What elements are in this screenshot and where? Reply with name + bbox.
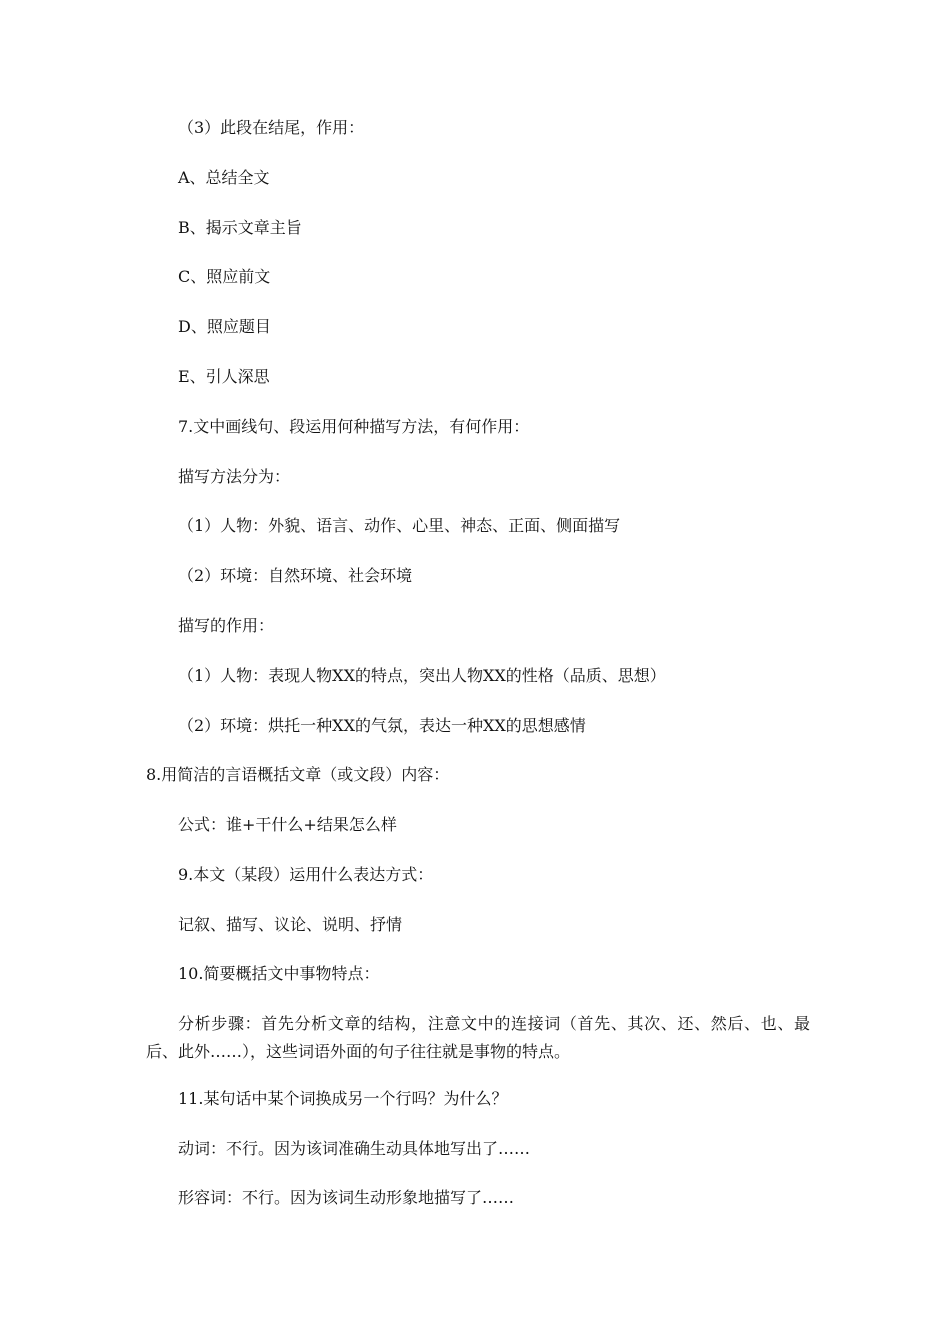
description-methods-label: 描写方法分为： [178, 467, 291, 486]
summary-formula: 公式：谁+干什么+结果怎么样 [178, 815, 397, 834]
question-9-heading: 9.本文（某段）运用什么表达方式： [178, 865, 434, 884]
description-effects-people: （1）人物：表现人物XX的特点，突出人物XX的性格（品质、思想） [178, 666, 666, 685]
description-effects-environment: （2）环境：烘托一种XX的气氛，表达一种XX的思想感情 [178, 716, 586, 735]
question-8-heading: 8.用简洁的言语概括文章（或文段）内容： [146, 765, 450, 784]
option-d: D、照应题目 [178, 317, 271, 336]
question-7-heading: 7.文中画线句、段运用何种描写方法，有何作用： [178, 417, 530, 436]
question-10-heading: 10.简要概括文中事物特点： [178, 964, 380, 983]
option-c: C、照应前文 [178, 267, 271, 286]
option-b: B、揭示文章主旨 [178, 218, 302, 237]
option-e: E、引人深思 [178, 367, 270, 386]
section-3-ending-heading: （3）此段在结尾，作用： [178, 118, 365, 137]
option-a: A、总结全文 [178, 168, 270, 187]
analysis-steps-paragraph: 分析步骤：首先分析文章的结构，注意文中的连接词（首先、其次、还、然后、也、最后、此外……），这些词语外面的句子往往就是事物的特点。 [146, 1014, 810, 1061]
expression-modes: 记叙、描写、议论、说明、抒情 [178, 915, 403, 934]
question-11-heading: 11.某句话中某个词换成另一个行吗？为什么？ [178, 1089, 508, 1108]
description-methods-people: （1）人物：外貌、语言、动作、心里、神态、正面、侧面描写 [178, 516, 621, 535]
description-methods-environment: （2）环境：自然环境、社会环境 [178, 566, 413, 585]
description-effects-label: 描写的作用： [178, 616, 275, 635]
verb-answer: 动词：不行。因为该词准确生动具体地写出了…… [178, 1139, 531, 1158]
adjective-answer: 形容词：不行。因为该词生动形象地描写了…… [178, 1188, 515, 1207]
